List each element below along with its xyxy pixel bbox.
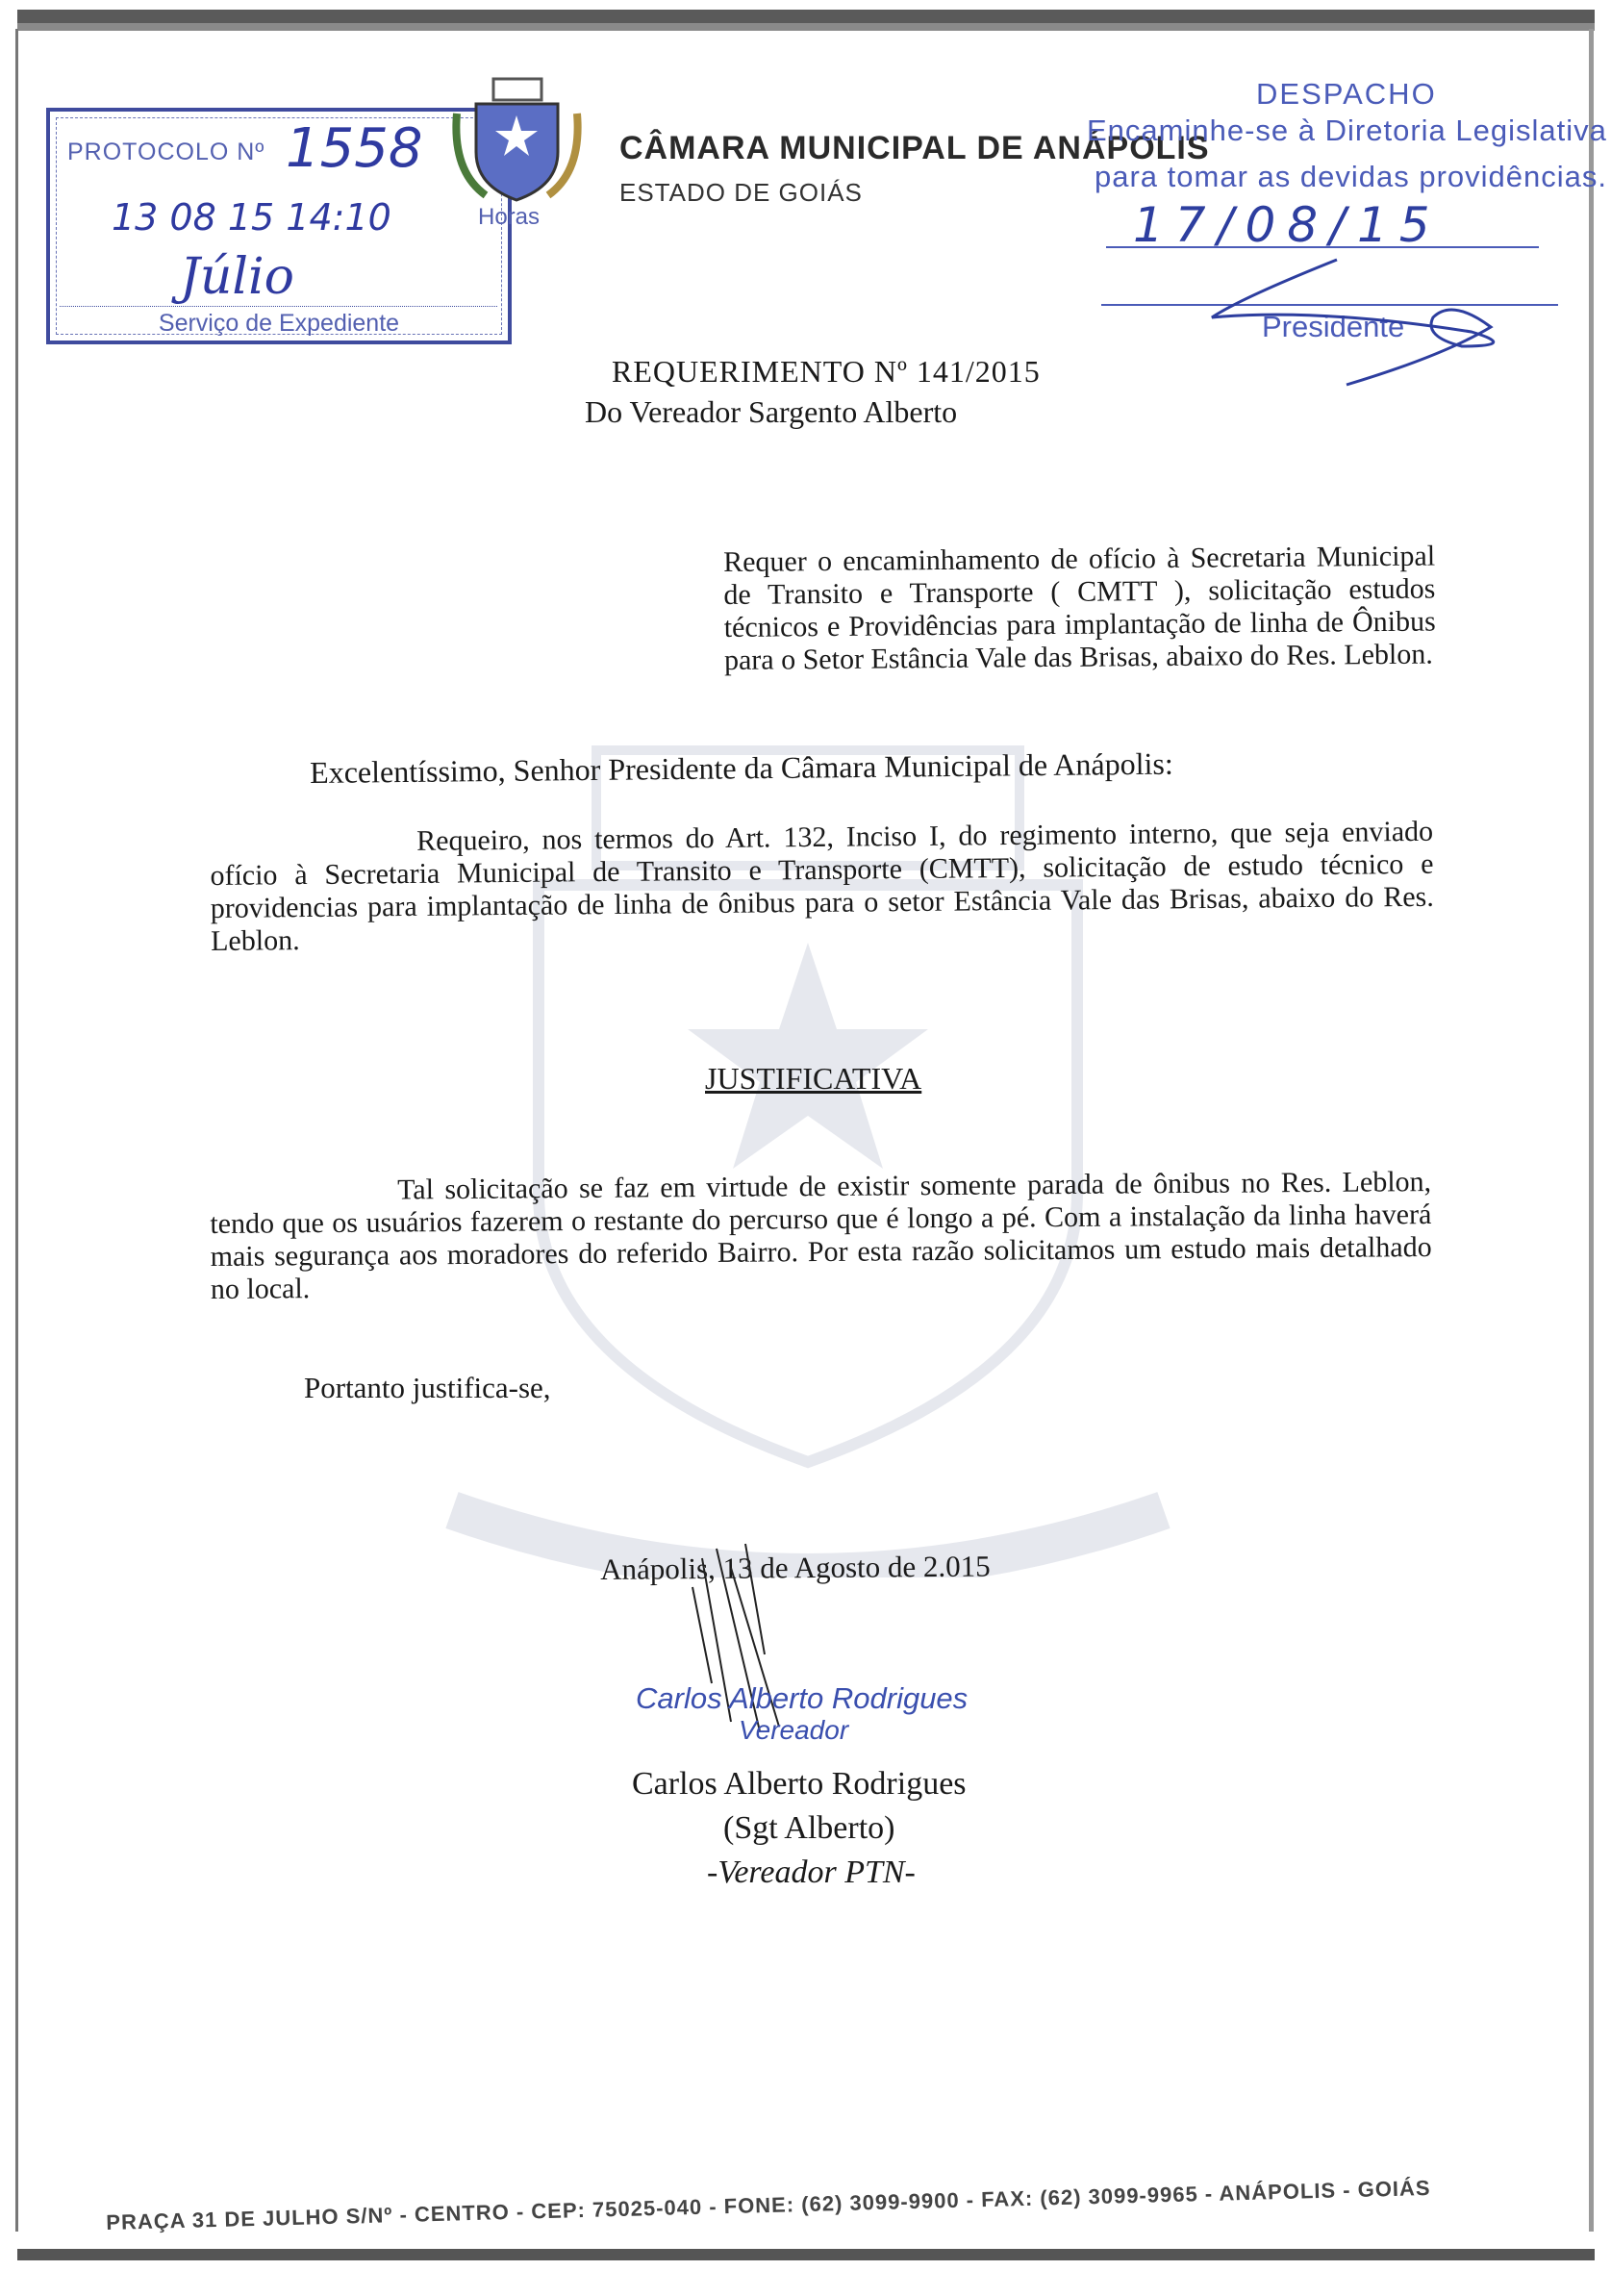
protocol-signature: Júlio — [180, 248, 294, 306]
protocol-number: 1558 — [286, 117, 423, 180]
despacho-line-1: Encaminhe-se à Diretoria Legislativa — [1087, 114, 1607, 147]
despacho-title: DESPACHO — [1256, 77, 1437, 111]
stamp-divider — [60, 306, 497, 307]
document-title: REQUERIMENTO Nº 141/2015 — [612, 354, 1041, 389]
scan-edge-left — [15, 29, 18, 2232]
hours-label: Horas — [478, 204, 541, 230]
scan-edge-top-shade — [17, 23, 1595, 31]
scan-edge-right — [1589, 29, 1594, 2232]
signature-stamp-name: Carlos Alberto Rodrigues — [636, 1681, 969, 1715]
signer-role: -Vereador PTN- — [707, 1854, 916, 1890]
justification-title: JUSTIFICATIVA — [705, 1061, 922, 1096]
document-author: Do Vereador Sargento Alberto — [585, 394, 958, 429]
footer-address: PRAÇA 31 DE JULHO S/Nº - CENTRO - CEP: 75025-040 - FONE: (62) 3099-9900 - FAX: (62) 3099-9965 - ANÁPOLIS - GOIÁS — [106, 2175, 1431, 2234]
organization-state: ESTADO DE GOIÁS — [619, 178, 863, 207]
signer-nickname: (Sgt Alberto) — [723, 1810, 895, 1846]
request-body: Requeiro, nos termos do Art. 132, Inciso I, do regimento interno, que seja enviado ofício à Secretaria Municipal de Transito e Transporte (CMTT), solicitação de estudo técnico e providencias para implantação de linha de ônibus para o setor Estância Vale das Brisas, abaixo do Res. Leblon. — [210, 815, 1434, 957]
signer-name: Carlos Alberto Rodrigues — [632, 1766, 967, 1802]
organization-name: CÂMARA MUNICIPAL DE ANÁPOLIS — [619, 130, 1210, 166]
justification-body: Tal solicitação se faz em virtude de existir somente parada de ônibus no Res. Leblon, tendo que os usuários fazerem o restante do percurso que é longo a pé. Com a instalação da linha haverá mais segurança aos moradores do referido Bairro. Por esta razão solicitamos um estudo mais detalhado no local. — [210, 1166, 1432, 1305]
scan-edge-top — [17, 10, 1595, 23]
despacho-date: 17/08/15 — [1133, 197, 1442, 253]
protocol-label: PROTOCOLO Nº — [67, 139, 265, 165]
scan-edge-bottom — [17, 2249, 1595, 2260]
protocol-date-time: 13 08 15 14:10 — [112, 196, 391, 239]
request-summary: Requer o encaminhamento de ofício à Secretaria Municipal de Transito e Transporte ( CMTT ), solicitação estudos técnicos e Providências para implantação de linha de Ônibus para o Setor Estância Vale das Brisas, abaixo do Res. Leblon. — [723, 540, 1436, 676]
closing-line: Portanto justifica-se, — [304, 1371, 551, 1404]
greeting: Excelentíssimo, Senhor Presidente da Câmara Municipal de Anápolis: — [310, 745, 1173, 790]
president-signature-icon — [1202, 240, 1510, 394]
city-crest-icon — [447, 75, 587, 210]
protocol-stamp — [46, 108, 541, 344]
service-label: Serviço de Expediente — [158, 310, 400, 337]
despacho-signer: Presidente — [1262, 310, 1405, 343]
despacho-line-2: para tomar as devidas providências. — [1095, 160, 1607, 193]
place-date-line: Anápolis, 13 de Agosto de 2.015 — [600, 1549, 991, 1586]
signature-stamp-role: Vereador — [739, 1715, 849, 1745]
